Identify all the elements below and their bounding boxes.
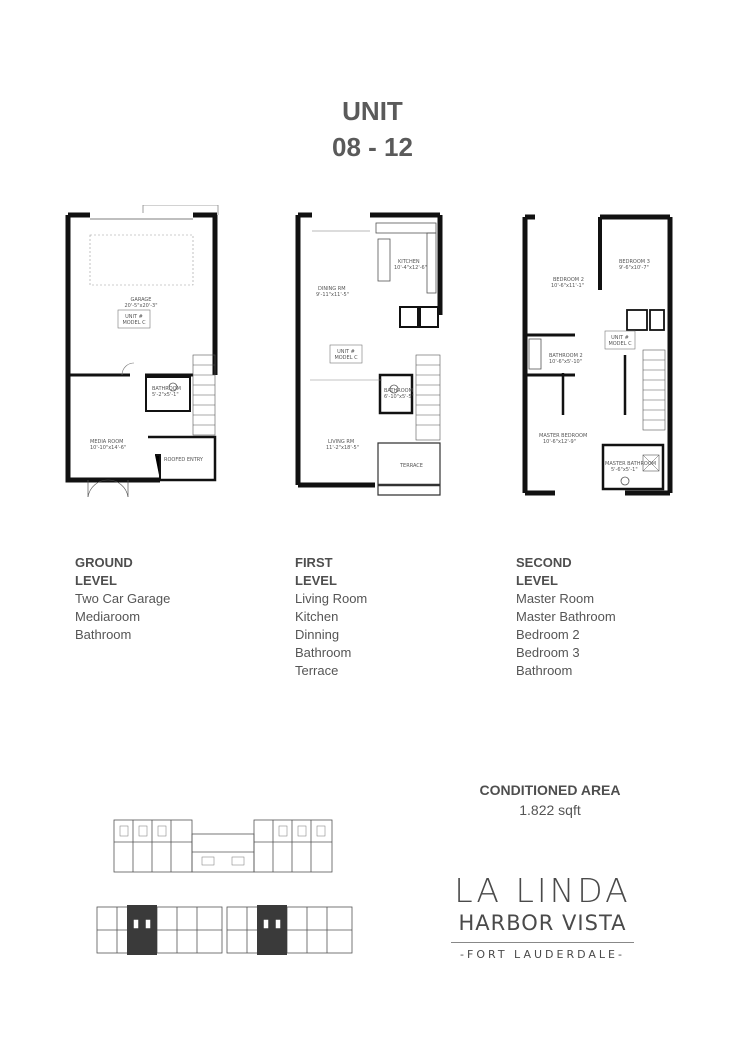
highlighted-unit-right [257,905,287,955]
ground-level-info [75,554,170,644]
unit-title-line2: 08 - 12 [332,132,413,162]
second-bed3-dim: 9'-6"x10'-7" [619,265,649,271]
ground-unit-tag-2: MODEL C [122,320,146,326]
logo-line1: LA LINDA [454,871,631,910]
first-dining-label: DINING RM [318,286,346,292]
second-master-bath-label: MASTER BATHROOM [605,461,657,467]
conditioned-area [460,780,640,820]
second-bed3-label: BEDROOM 3 [619,259,650,265]
second-master-label: MASTER BEDROOM [539,433,588,439]
ground-unit-tag-1: UNIT # [125,314,143,320]
second-level-title-2: LEVEL [516,573,558,588]
second-level-item: Master Bathroom [516,609,616,624]
first-kitchen-label: KITCHEN [398,259,420,265]
logo-line3: -FORT LAUDERDALE- [460,948,625,961]
second-level-item: Master Room [516,591,595,606]
second-unit-tag-2: MODEL C [608,341,632,347]
first-level-item: Bathroom [295,645,352,660]
second-unit-tag-1: UNIT # [611,335,629,341]
ground-level-title-2: LEVEL [75,573,117,588]
ground-bath-label: BATHROOM [152,386,181,392]
conditioned-area-label: CONDITIONED AREA [479,782,621,798]
logo-line2: HARBOR VISTA [458,911,627,935]
first-bath-dim: 6'-10"x5'-5" [384,394,414,400]
ground-entry-label: ROOFED ENTRY [164,457,203,463]
ground-level-item: Two Car Garage [75,591,171,606]
first-terrace-label: TERRACE [400,463,423,469]
second-master-dim: 10'-6"x12'-9" [543,439,577,445]
second-level-title-1: SECOND [516,555,572,570]
first-level-title-2: LEVEL [295,573,337,588]
ground-level-title-1: GROUND [75,555,133,570]
first-floor-plan [290,205,455,505]
ground-level-item: Mediaroom [75,609,141,624]
second-floor-plan [515,205,680,505]
la-linda-logo [445,872,640,962]
first-level-item: Kitchen [295,609,339,624]
unit-title-line1: UNIT [342,96,403,126]
second-level-item: Bedroom 3 [516,645,580,660]
logo-divider [451,942,634,943]
site-key-plan [92,812,362,972]
ground-media-label: MEDIA ROOM [90,439,124,445]
ground-garage-dim: 20'-5"x20'-3" [124,303,158,309]
first-unit-tag-2: MODEL C [334,355,358,361]
first-level-info [295,554,367,680]
second-bed2-dim: 10'-6"x11'-1" [551,283,585,289]
second-level-info [516,554,616,680]
first-dining-dim: 9'-11"x11'-5" [316,292,350,298]
first-bath-label: BATHROOM [384,388,413,394]
second-bath2-label: BATHROOM 2 [549,353,583,359]
first-level-title-1: FIRST [295,555,333,570]
ground-media-dim: 10'-10"x14'-6" [90,445,127,451]
first-living-label: LIVING RM [328,439,355,445]
highlighted-unit-left [127,905,157,955]
second-bath2-dim: 10'-6"x5'-10" [549,359,583,365]
second-bed2-label: BEDROOM 2 [553,277,584,283]
first-unit-tag-1: UNIT # [337,349,355,355]
ground-level-item: Bathroom [75,627,132,642]
second-level-item: Bedroom 2 [516,627,580,642]
first-level-item: Living Room [295,591,368,606]
ground-floor-plan [60,205,225,505]
second-master-bath-dim: 5'-6"x5'-1" [611,467,638,473]
conditioned-area-value: 1.822 sqft [519,802,581,818]
first-kitchen-dim: 10'-4"x12'-6" [394,265,428,271]
second-level-item: Bathroom [516,663,573,678]
first-level-item: Terrace [295,663,339,678]
ground-garage-label: GARAGE [130,297,152,303]
ground-bath-dim: 5'-2"x5'-1" [152,392,179,398]
first-living-dim: 11'-2"x18'-5" [326,445,360,451]
first-level-item: Dinning [295,627,340,642]
